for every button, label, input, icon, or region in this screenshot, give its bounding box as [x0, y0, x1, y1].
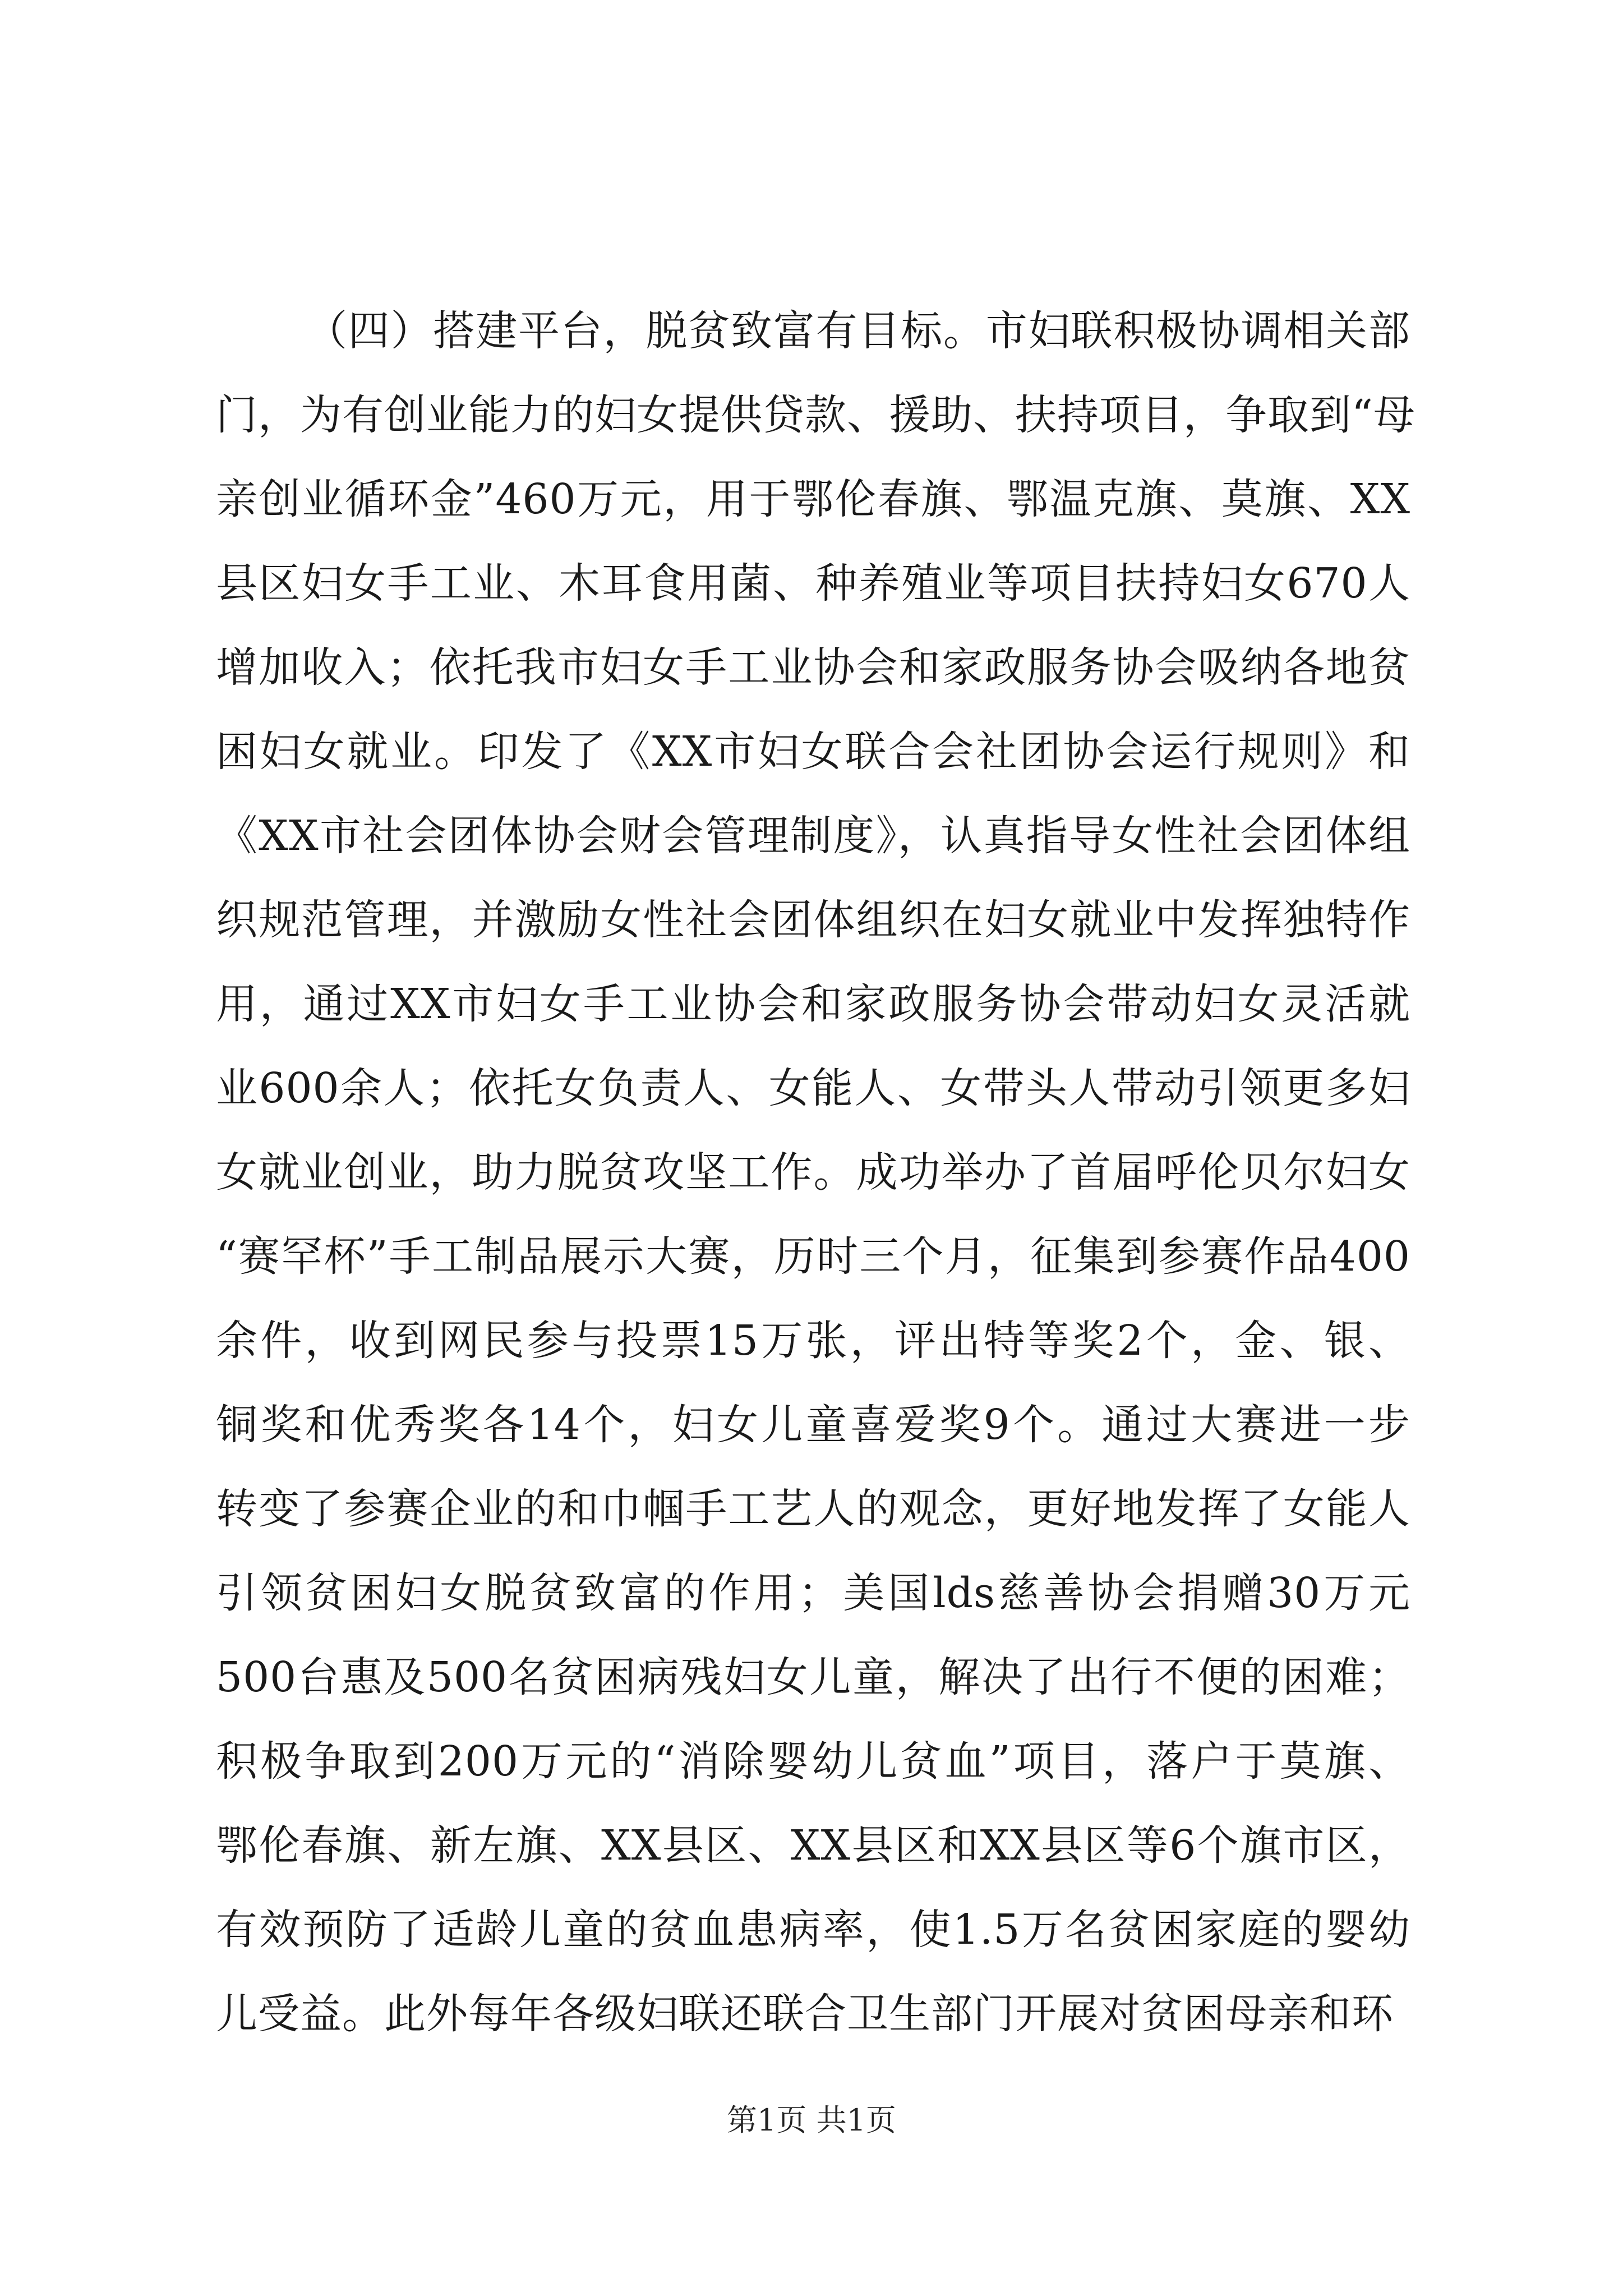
paragraph-line: 用，通过XX市妇女手工业协会和家政服务协会带动妇女灵活就 — [216, 980, 1410, 1028]
paragraph-line: 有效预防了适龄儿童的贫血患病率，使1.5万名贫困家庭的婴幼 — [216, 1906, 1410, 1954]
paragraph-line: 500台惠及500名贫困病残妇女儿童，解决了出行不便的困难； — [216, 1653, 1410, 1701]
paragraph-line: 铜奖和优秀奖各14个，妇女儿童喜爱奖9个。通过大赛进一步 — [216, 1401, 1410, 1449]
paragraph-line: 门，为有创业能力的妇女提供贷款、援助、扶持项目，争取到“母 — [216, 391, 1415, 439]
paragraph-line: 余件，收到网民参与投票15万张，评出特等奖2个，金、银、 — [216, 1317, 1410, 1365]
paragraph-line: 困妇女就业。印发了《XX市妇女联合会社团协会运行规则》和 — [216, 728, 1410, 776]
paragraph-line: 儿受益。此外每年各级妇联还联合卫生部门开展对贫困母亲和环 — [216, 1990, 1394, 2038]
paragraph-line: 业600余人；依托女负责人、女能人、女带头人带动引领更多妇 — [216, 1064, 1410, 1112]
paragraph-line: 增加收入；依托我市妇女手工业协会和家政服务协会吸纳各地贫 — [216, 643, 1410, 692]
paragraph-line: 积极争取到200万元的“消除婴幼儿贫血”项目，落户于莫旗、 — [216, 1737, 1410, 1786]
paragraph-line: 引领贫困妇女脱贫致富的作用；美国lds慈善协会捐赠30万元 — [216, 1569, 1410, 1617]
paragraph-line: 织规范管理，并激励女性社会团体组织在妇女就业中发挥独特作 — [216, 896, 1410, 944]
paragraph-line: 亲创业循环金”460万元，用于鄂伦春旗、鄂温克旗、莫旗、XX — [216, 475, 1410, 523]
paragraph-line: 转变了参赛企业的和巾帼手工艺人的观念，更好地发挥了女能人 — [216, 1485, 1410, 1533]
paragraph-line: “赛罕杯”手工制品展示大赛，历时三个月，征集到参赛作品400 — [216, 1232, 1410, 1281]
body-paragraph — [216, 289, 1415, 2056]
paragraph-line: 县区妇女手工业、木耳食用菌、种养殖业等项目扶持妇女670人 — [216, 559, 1410, 608]
paragraph-line: 《XX市社会团体协会财会管理制度》，认真指导女性社会团体组 — [216, 812, 1410, 860]
page-number-footer: 第1页 共1页 — [727, 2102, 896, 2138]
paragraph-line: 鄂伦春旗、新左旗、XX县区、XX县区和XX县区等6个旗市区， — [216, 1821, 1410, 1870]
paragraph-line: （四）搭建平台，脱贫致富有目标。市妇联积极协调相关部 — [306, 307, 1410, 355]
paragraph-line: 女就业创业，助力脱贫攻坚工作。成功举办了首届呼伦贝尔妇女 — [216, 1148, 1410, 1197]
